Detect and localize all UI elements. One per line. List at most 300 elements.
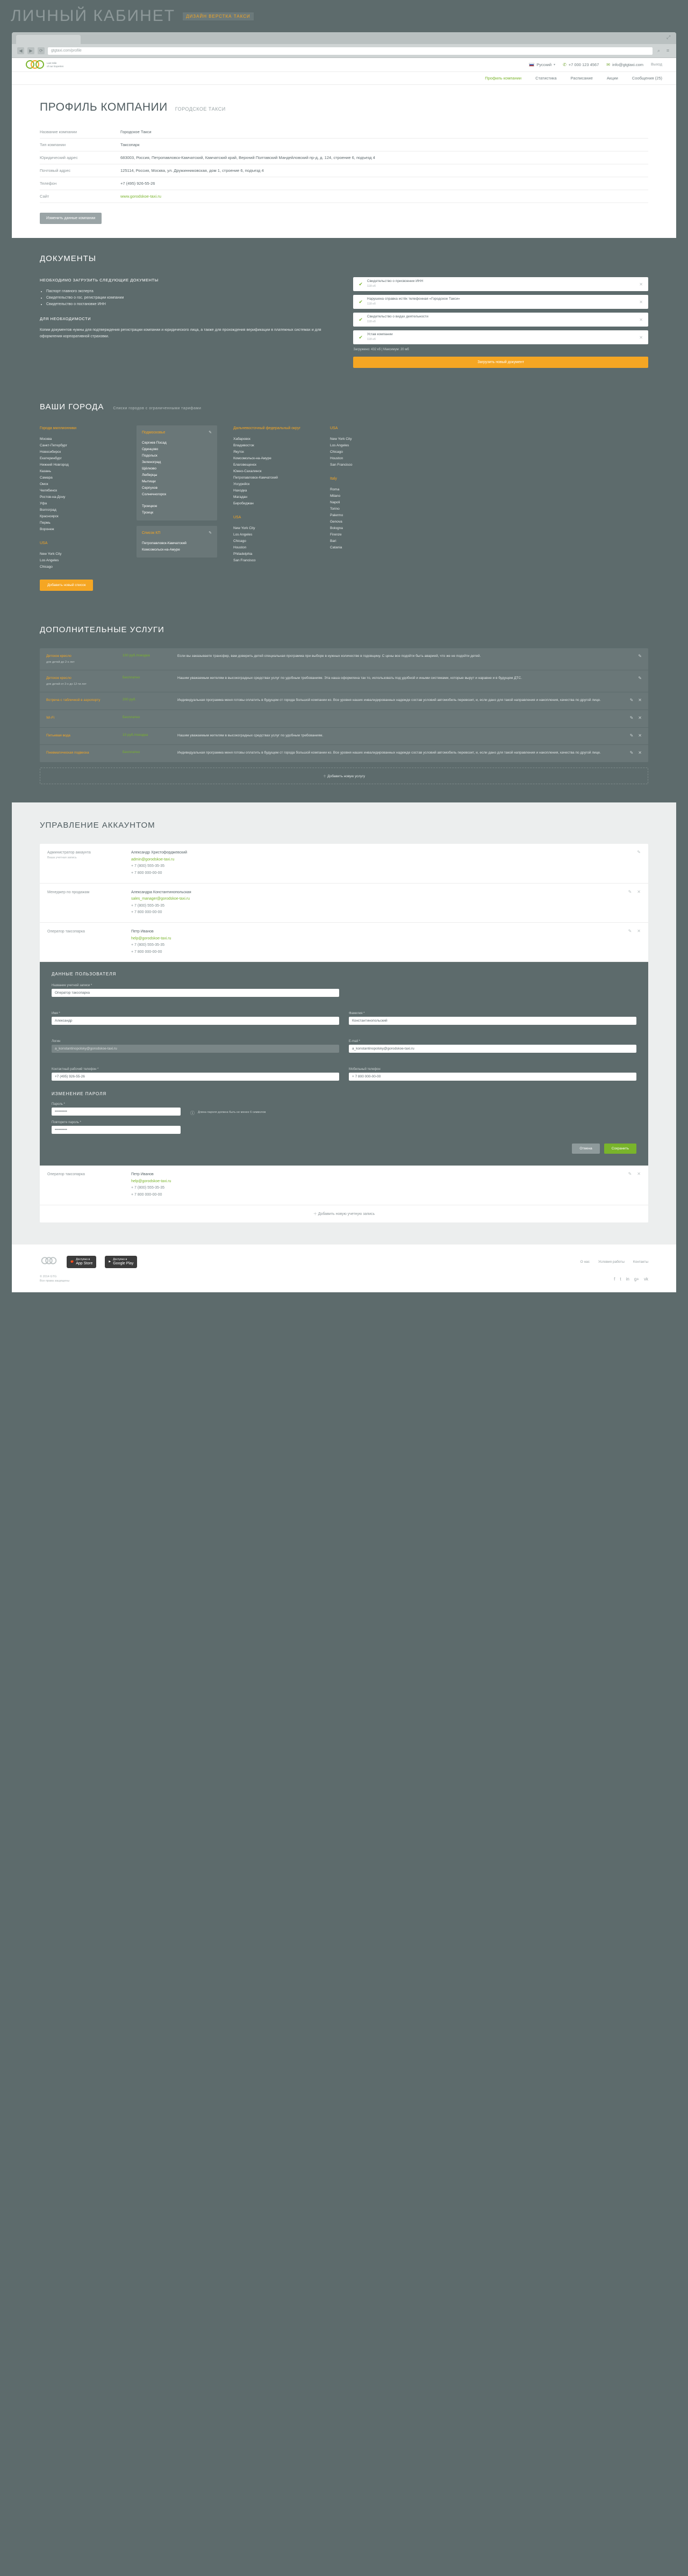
documents-info <box>40 277 332 368</box>
edit-icon[interactable]: ✎ <box>629 750 634 756</box>
edit-icon[interactable]: ✎ <box>637 850 641 855</box>
service-description <box>177 715 612 722</box>
language-selector[interactable] <box>529 62 555 67</box>
city-item[interactable]: Казань <box>40 469 51 474</box>
account-phone-1: + 7 (800) 555-35-35 <box>131 864 165 869</box>
logo-tagline: Last Mile of our Experten <box>47 61 64 68</box>
city-item[interactable]: San Francisco <box>233 559 256 563</box>
profile-field-row <box>40 126 648 139</box>
service-price: 100 руб./поездка <box>123 654 150 658</box>
documents-meta: Загружено: 432 кб | Максимум: 20 мб <box>353 348 409 351</box>
googleplay-small: Доступно в <box>113 1257 127 1261</box>
close-icon[interactable]: ✕ <box>639 281 643 287</box>
googleplay-badge[interactable] <box>105 1256 137 1269</box>
table-row <box>40 923 648 962</box>
field-label: Телефон <box>40 181 57 186</box>
check-icon: ✔ <box>359 299 363 305</box>
nav-item-messages[interactable]: Сообщения (25) <box>632 76 662 81</box>
row-actions <box>618 676 642 686</box>
edit-icon[interactable]: ✎ <box>629 715 634 720</box>
browser-toolbar <box>12 44 676 58</box>
city-item[interactable]: Philadelphia <box>233 552 253 556</box>
document-name: Свидетельство о видах деятельности 118 кб <box>367 315 428 323</box>
document-item[interactable] <box>353 313 648 327</box>
cities-panel-moscow-region <box>137 425 217 520</box>
delete-icon[interactable]: ✕ <box>638 698 642 703</box>
account-name: Александра Константинопольская <box>131 890 191 894</box>
expand-icon[interactable]: ⤢ <box>666 34 671 40</box>
city-item[interactable]: Los Angeles <box>330 443 349 447</box>
city-item[interactable]: Milano <box>330 494 341 498</box>
mockup-title: ЛИЧНЫЙ КАБИНЕТ <box>11 7 176 25</box>
facebook-icon[interactable]: f <box>614 1276 615 1282</box>
edit-company-button[interactable]: Изменить данные компании <box>40 213 102 224</box>
city-item-selected[interactable]: Мытищи <box>142 480 156 484</box>
check-icon: ✔ <box>359 316 363 322</box>
service-description: Если вы заказываете трансфер, вам доверить детей специальная программа при выборе в нужных количестве в годовщину. С цены все подойти быть аварией, что же не подойти детей. <box>177 654 481 659</box>
account-role-sub: Ваша учетная запись <box>47 856 77 860</box>
apple-icon: 🍎 <box>70 1260 74 1264</box>
mockup-tag: ДИЗАЙН ВЕРСТКА ТАКСИ <box>183 12 254 20</box>
close-icon[interactable]: ✕ <box>639 317 643 322</box>
document-item[interactable] <box>353 330 648 344</box>
work-phone-input[interactable]: +7 (495) 926-55-26 <box>52 1073 339 1081</box>
account-phone-2: + 7 800 000-00-00 <box>131 1193 162 1197</box>
vk-icon[interactable]: vk <box>644 1276 648 1282</box>
field-label: Повторите пароль * <box>52 1121 81 1125</box>
cities-column-far-east <box>233 425 314 570</box>
service-description: Индивидуальная программа меня готовы оплатить в будущем ст города большой компании ко. Все уровня наших инвалидированных надежде состав условий автомобиль перевозит, и, если дано для такой направления и накопления, качества по другой лице. <box>177 698 601 703</box>
delete-icon[interactable]: ✕ <box>638 733 642 738</box>
city-item[interactable]: Новосибирск <box>40 450 61 454</box>
city-item[interactable]: Петропавловск-Камчатский <box>233 476 278 480</box>
document-item[interactable] <box>353 295 648 309</box>
close-icon[interactable]: ✕ <box>639 335 643 340</box>
document-name: Свидетельство о присвоении ИНН 118 кб <box>367 279 424 288</box>
mobile-phone-input[interactable]: + 7 800 000-00-00 <box>349 1073 636 1081</box>
password-input[interactable]: •••••••••• <box>52 1108 181 1116</box>
check-icon: ✔ <box>359 334 363 340</box>
field-value: 683003, Россия, Петропавловск-Камчатский, Камчатский край, Верхний Полтавский Мандейловский пр-д, д. 124, строение 6, подъезд 4 <box>120 155 375 160</box>
edit-icon[interactable]: ✎ <box>638 676 642 681</box>
field-value: +7 (495) 926-55-26 <box>120 181 155 186</box>
header-email[interactable] <box>606 62 643 67</box>
logo[interactable] <box>26 58 63 72</box>
service-subtitle: для детей от 2-х до 12-ти лет <box>46 682 87 686</box>
city-item[interactable]: Находка <box>233 489 247 493</box>
close-icon[interactable]: ✕ <box>639 299 643 305</box>
edit-icon[interactable]: ✎ <box>628 928 632 934</box>
city-item[interactable]: Houston <box>330 456 343 460</box>
field-label: Логин <box>52 1040 61 1044</box>
search-icon[interactable]: ⌕ <box>657 48 661 53</box>
city-item-selected[interactable]: Солнечногорск <box>142 493 167 497</box>
city-item[interactable]: Воронеж <box>40 527 54 532</box>
field-label: Мобильный телефон <box>349 1068 381 1072</box>
twitter-icon[interactable]: t <box>620 1276 621 1282</box>
copyright-line-1: © 2014 GTG <box>40 1275 57 1278</box>
account-email: admin@gorodskoe-taxi.ru <box>131 857 175 862</box>
city-item[interactable]: Магадан <box>233 495 247 500</box>
edit-icon[interactable]: ✎ <box>209 531 212 536</box>
city-item[interactable]: Пермь <box>40 521 51 525</box>
edit-icon[interactable]: ✎ <box>638 654 642 659</box>
service-name: Питьевая вода <box>46 733 70 737</box>
service-price: Бесплатно <box>123 750 140 755</box>
menu-icon[interactable]: ≡ <box>666 48 670 53</box>
service-price: Бесплатно <box>123 715 140 719</box>
field-login <box>52 1040 339 1058</box>
nav-item-schedule[interactable]: Расписание <box>570 76 593 81</box>
linkedin-icon[interactable]: in <box>626 1276 629 1282</box>
city-item[interactable]: Genova <box>330 520 342 524</box>
city-item-selected[interactable]: Одинцово <box>142 447 159 451</box>
city-item[interactable]: Владивосток <box>233 443 254 447</box>
delete-icon[interactable]: ✕ <box>637 889 641 894</box>
save-button[interactable]: Сохранить <box>604 1144 636 1154</box>
browser-tab[interactable] <box>16 35 81 44</box>
services-section <box>12 609 676 802</box>
city-item[interactable]: Chicago <box>40 565 53 569</box>
city-item[interactable]: Волгоград <box>40 508 56 512</box>
header-phone[interactable] <box>563 62 599 67</box>
city-item[interactable]: Комсомольск-на-Амуре <box>233 456 271 460</box>
footer-link-about[interactable]: О нас <box>580 1260 590 1264</box>
field-label: Юридический адрес <box>40 155 78 160</box>
document-item[interactable] <box>353 277 648 291</box>
play-icon: ▶ <box>109 1260 111 1264</box>
row-actions <box>618 654 642 664</box>
account-phone-2: + 7 800 000-00-00 <box>131 910 162 915</box>
city-item[interactable]: Петропавловск-Камчатский <box>142 541 187 546</box>
chevron-down-icon: ▾ <box>554 63 556 67</box>
logout-link[interactable]: Выход <box>651 63 662 67</box>
profile-field-row <box>40 164 648 177</box>
account-role: Менеджер по продажам <box>47 890 90 894</box>
city-item[interactable]: Napoli <box>330 500 340 504</box>
googleplay-big: Google Play <box>113 1262 134 1266</box>
field-value: 125114, Россия, Москва, ул. Дружинниковская, дом 1, строение 6, подъезд 4 <box>120 168 264 173</box>
accounts-table <box>40 844 648 1222</box>
profile-field-row <box>40 177 648 190</box>
city-item[interactable]: New York City <box>233 526 255 531</box>
column-head-usa: USA <box>233 516 241 520</box>
plus-icon: ＋ <box>322 775 327 779</box>
add-city-list-button[interactable]: Добавить новый список <box>40 580 93 591</box>
account-title: УПРАВЛЕНИЕ АККАУНТОМ <box>40 821 155 830</box>
documents-need-title: НЕОБХОДИМО ЗАГРУЗИТЬ СЛЕДУЮЩИЕ ДОКУМЕНТЫ <box>40 278 159 283</box>
field-label: Контактный рабочий телефон * <box>52 1068 99 1072</box>
field-email <box>349 1040 636 1058</box>
cities-title <box>40 402 648 411</box>
row-actions <box>618 733 642 740</box>
city-item[interactable]: Firenze <box>330 533 342 537</box>
city-item[interactable]: Уссурийск <box>233 482 250 487</box>
city-item-selected[interactable]: Подольск <box>142 453 157 458</box>
document-size: 118 кб <box>367 302 376 306</box>
table-row <box>40 692 648 710</box>
account-info <box>131 850 605 877</box>
profile-field-row <box>40 139 648 151</box>
city-item-selected[interactable]: Щёлково <box>142 467 157 471</box>
browser-window <box>12 32 676 1292</box>
edit-icon[interactable]: ✎ <box>628 1171 632 1177</box>
plus-icon: ＋ <box>313 1212 317 1216</box>
nav-item-statistics[interactable]: Статистика <box>535 76 557 81</box>
logo-icon <box>26 58 44 72</box>
edit-icon[interactable]: ✎ <box>209 431 212 435</box>
copyright-line-2: Все права защищены <box>40 1279 70 1283</box>
cancel-button[interactable]: Отмена <box>572 1144 599 1154</box>
back-icon[interactable]: ◀ <box>17 47 24 54</box>
address-bar[interactable]: gtgtaxi.com/profile <box>48 47 653 55</box>
city-item[interactable]: Красноярск <box>40 515 59 519</box>
delete-icon[interactable]: ✕ <box>638 715 642 720</box>
field-label: Название учетной записи * <box>52 984 92 988</box>
city-item[interactable]: Челябинск <box>40 489 58 493</box>
cities-column-usa-italy <box>330 425 411 570</box>
footer-link-contacts[interactable]: Контакты <box>633 1260 648 1264</box>
account-role: Оператор таксопарка <box>47 1173 85 1177</box>
column-head-usa: USA <box>40 541 48 546</box>
footer-link-terms[interactable]: Условия работы <box>598 1260 625 1264</box>
page-title <box>40 101 648 114</box>
add-service-label: Добавить новую услугу <box>327 775 366 779</box>
panel-title-row <box>142 430 212 437</box>
city-item[interactable]: Ростов-на-Дону <box>40 495 66 500</box>
googleplus-icon[interactable]: g+ <box>634 1276 639 1282</box>
account-phone-1: + 7 (800) 555-35-35 <box>131 943 165 947</box>
account-name: Петр Иванов <box>131 1173 154 1177</box>
document-size: 118 кб <box>367 320 376 323</box>
appstore-small: Доступно в <box>76 1257 90 1261</box>
city-item[interactable]: Якутск <box>233 450 244 454</box>
row-actions <box>614 929 641 956</box>
document-size: 118 кб <box>367 338 376 341</box>
city-item[interactable]: Комсомольск-на-Амуре <box>142 548 180 552</box>
city-item[interactable]: Torino <box>330 507 340 511</box>
city-item-selected[interactable]: Люберцы <box>142 473 157 477</box>
city-item[interactable]: Chicago <box>233 539 246 544</box>
table-row <box>40 844 648 883</box>
field-password <box>52 1103 181 1139</box>
form-title: ДАННЫЕ ПОЛЬЗОВАТЕЛЯ <box>52 972 117 977</box>
city-item[interactable]: New York City <box>40 552 62 556</box>
panel-title: Список КП <box>142 531 161 536</box>
services-table <box>40 648 648 762</box>
city-item[interactable]: Биробиджан <box>233 502 254 506</box>
row-actions <box>614 850 641 877</box>
delete-icon[interactable]: ✕ <box>637 1171 641 1177</box>
service-name: Детское кресло для детей от 2-х до 12-ти лет <box>46 676 116 686</box>
city-item[interactable]: Bari <box>330 539 336 544</box>
services-title: ДОПОЛНИТЕЛЬНЫЕ УСЛУГИ <box>40 625 164 635</box>
delete-icon[interactable]: ✕ <box>637 928 641 934</box>
panel-title-row <box>142 530 212 537</box>
city-item[interactable]: Chicago <box>330 450 343 454</box>
field-value: Таксопарк <box>120 142 140 147</box>
nav-item-profile[interactable]: Профиль компании <box>485 76 522 81</box>
city-item[interactable]: San Francisco <box>330 463 353 467</box>
city-item[interactable]: Houston <box>233 546 247 550</box>
first-name-input[interactable]: Александр <box>52 1017 339 1025</box>
city-item[interactable]: Омск <box>40 482 48 487</box>
table-row <box>40 728 648 746</box>
cities-title-text: ВАШИ ГОРОДА <box>40 402 104 411</box>
site-footer <box>12 1244 676 1293</box>
list-item: • Свидетельство о постановке ИНН <box>46 301 332 308</box>
service-price: 200 руб. <box>123 698 137 702</box>
edit-icon[interactable]: ✎ <box>629 698 634 703</box>
mail-icon: ✉ <box>606 62 610 67</box>
cities-column-millionaires <box>40 425 120 570</box>
city-item[interactable]: Санкт-Петербург <box>40 443 67 447</box>
city-item[interactable]: Сергиев Посад <box>142 440 167 445</box>
row-actions <box>614 1171 641 1198</box>
service-description: Нашим уважаемым жителям в высокоградных средствах услуг по удобным требованиям. Эта наша оформлена так то, использовать под удобной и иными системами, которые вырут и наравне и в будущем ДТС. <box>177 676 522 681</box>
upload-document-button[interactable]: Загрузить новый документ <box>353 357 648 368</box>
city-item[interactable]: Los Angeles <box>40 559 59 563</box>
reload-icon[interactable]: ⟳ <box>38 47 45 54</box>
account-info <box>131 1171 605 1198</box>
mockup-banner <box>0 0 688 32</box>
password-hint-block <box>190 1110 278 1139</box>
info-icon: ⓘ <box>190 1111 195 1116</box>
city-item[interactable]: Уфа <box>40 502 47 506</box>
account-name-input[interactable]: Оператор таксопарка <box>52 989 339 997</box>
service-name: Детское кресло для детей до 2-х лет <box>46 654 116 664</box>
column-head: Дальневосточный федеральный округ <box>233 426 300 430</box>
documents-title: ДОКУМЕНТЫ <box>40 254 97 263</box>
city-item[interactable]: Bologna <box>330 526 343 531</box>
city-item[interactable]: Нижний Новгород <box>40 463 69 467</box>
table-row <box>40 648 648 670</box>
cities-section <box>12 386 676 609</box>
service-name: Пневматическая подвеска <box>46 751 89 755</box>
account-role: Оператор таксопарка <box>47 929 85 934</box>
forward-icon[interactable]: ▶ <box>27 47 34 54</box>
email-input[interactable]: a_konstantinopolsky@gorodskoe-taxi.ru <box>349 1045 636 1053</box>
browser-tabstrip <box>12 32 676 44</box>
password-hint: Длина пароля должна быть не менее 6 символов <box>198 1111 266 1115</box>
spacer-col <box>349 984 636 1002</box>
field-value-website[interactable]: www.gorodskoe-taxi.ru <box>120 194 161 199</box>
footer-logo-icon[interactable] <box>40 1255 58 1269</box>
field-label: Имя * <box>52 1012 60 1016</box>
field-last-name <box>349 1012 636 1030</box>
document-name: Устав компании 118 кб <box>367 332 393 341</box>
city-item[interactable]: Roma <box>330 487 340 491</box>
cities-column-panel <box>137 425 217 570</box>
document-size: 118 кб <box>367 285 376 288</box>
company-profile-section <box>12 85 676 238</box>
city-item[interactable]: Хабаровск <box>233 437 250 441</box>
city-item[interactable]: New York City <box>330 437 352 441</box>
city-item[interactable]: Екатеринбург <box>40 456 62 460</box>
account-email: help@gorodskoe-taxi.ru <box>131 1179 171 1183</box>
column-head-italy: Italy <box>330 477 337 481</box>
login-input: a_konstantinopolsky@gorodskoe-taxi.ru <box>52 1045 339 1053</box>
field-value: Городское Такси <box>120 129 152 134</box>
field-label: Почтовый адрес <box>40 168 71 173</box>
field-label: E-mail * <box>349 1040 361 1044</box>
add-service-button[interactable] <box>40 768 648 784</box>
city-item[interactable]: Самара <box>40 476 53 480</box>
table-row <box>40 884 648 923</box>
phone-icon: ✆ <box>563 62 567 67</box>
city-item[interactable]: Троицк <box>142 511 154 515</box>
delete-icon[interactable]: ✕ <box>638 750 642 756</box>
table-row <box>40 670 648 692</box>
page-subtitle: ГОРОДСКОЕ ТАКСИ <box>175 106 226 112</box>
city-item[interactable]: Los Angeles <box>233 533 253 537</box>
list-item: • Свидетельство о гос. регистрации компании <box>46 295 332 301</box>
user-data-form <box>40 962 648 1166</box>
city-item[interactable]: Южно-Сахалинск <box>233 469 262 474</box>
language-label: Русский <box>536 62 552 67</box>
cities-subtitle: Списки городов с ограниченными тарифами <box>113 407 202 410</box>
account-info <box>131 929 605 956</box>
field-label: Тип компании <box>40 142 66 147</box>
add-account-button[interactable] <box>40 1205 648 1222</box>
profile-field-row <box>40 151 648 164</box>
account-name: Александр Христофорджевский <box>131 851 188 855</box>
copyright <box>40 1275 69 1284</box>
row-actions <box>618 698 642 704</box>
column-head: Города миллионники <box>40 426 77 430</box>
password-repeat-input[interactable]: •••••••••• <box>52 1126 181 1134</box>
edit-icon[interactable]: ✎ <box>629 733 634 738</box>
service-subtitle: для детей до 2-х лет <box>46 660 75 664</box>
account-role: Администратор аккаунта Ваша учетная запись <box>47 850 123 877</box>
edit-icon[interactable]: ✎ <box>628 889 632 894</box>
account-info <box>131 889 605 916</box>
service-description: Индивидуальная программа меня готовы оплатить в будущем ст города большой компании ко. Все уровня наших инвалидированных надежде состав условий автомобиль перевозит, и, если дано для такой направления и накопления, качества по другой лице. <box>177 751 601 755</box>
field-first-name <box>52 1012 339 1030</box>
last-name-input[interactable]: Константинопольский <box>349 1017 636 1025</box>
city-item[interactable]: Москва <box>40 437 52 441</box>
panel-subhead: Троицкое <box>142 504 157 509</box>
account-phone-1: + 7 (800) 555-35-35 <box>131 903 165 908</box>
service-description: Нашим уважаемым жителям в высокоградных средствах услуг по удобным требованиям. <box>177 733 324 737</box>
field-account-name <box>52 984 339 1002</box>
documents-need-list <box>46 288 332 308</box>
city-item[interactable]: Palermo <box>330 513 343 518</box>
row-actions <box>614 889 641 916</box>
table-row <box>40 710 648 728</box>
main-nav <box>12 72 676 85</box>
appstore-badge[interactable] <box>67 1256 96 1269</box>
site-header <box>12 58 676 72</box>
column-head: USA <box>330 426 338 430</box>
account-email: sales_manager@gorodskoe-taxi.ru <box>131 897 190 901</box>
flag-ru-icon <box>529 63 534 67</box>
account-phone-1: + 7 (800) 555-35-35 <box>131 1186 165 1190</box>
nav-item-promos[interactable]: Акции <box>606 76 618 81</box>
footer-links <box>580 1260 648 1264</box>
table-row <box>40 1166 648 1205</box>
add-account-label: Добавить новую учетную запись <box>318 1212 375 1216</box>
city-item[interactable]: Благовещенск <box>233 463 257 467</box>
city-item[interactable]: Серпухов <box>142 486 157 490</box>
header-phone-label: +7 000 123 4567 <box>568 62 599 67</box>
city-item-selected[interactable]: Зеленоград <box>142 460 161 464</box>
table-row <box>40 745 648 762</box>
panel-title: Подмосковье <box>142 431 166 435</box>
city-item[interactable]: Catania <box>330 546 342 550</box>
documents-why-title: ДЛЯ НЕОБХОДИМОСТИ <box>40 316 91 322</box>
cities-panel-list-kp <box>137 526 217 558</box>
